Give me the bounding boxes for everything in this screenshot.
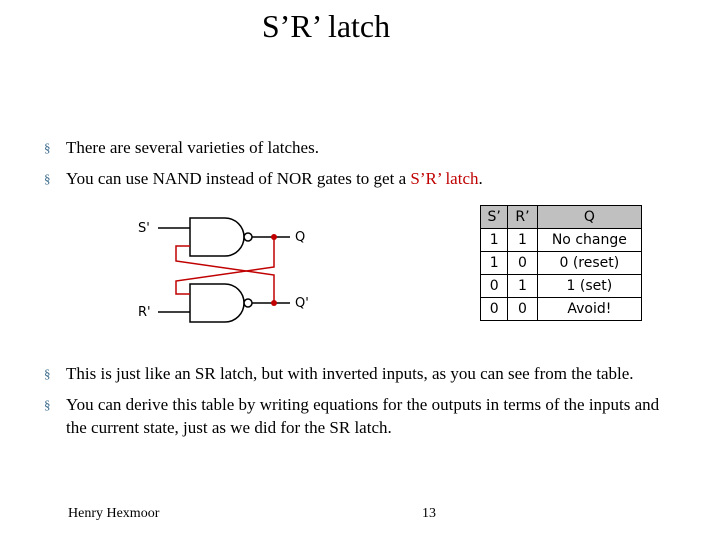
cell-s: 0 bbox=[481, 298, 508, 321]
junction-dot-q bbox=[271, 234, 277, 240]
top-bullet-list bbox=[44, 136, 684, 198]
bullet-marker: § bbox=[44, 171, 51, 186]
bullet-marker: § bbox=[44, 366, 51, 381]
cell-s: 0 bbox=[481, 275, 508, 298]
nand-bubble-top bbox=[244, 233, 252, 241]
nand-gate-top bbox=[190, 218, 244, 256]
header-q: Q bbox=[537, 206, 641, 229]
truth-table bbox=[480, 205, 642, 321]
bullet-item-nand bbox=[44, 167, 684, 190]
table-row bbox=[481, 252, 642, 275]
input-label-s: S' bbox=[138, 221, 150, 236]
bullet-marker: § bbox=[44, 140, 51, 155]
bullet-item-inverted bbox=[44, 362, 684, 385]
table-row bbox=[481, 229, 642, 252]
bullet-item-varieties bbox=[44, 136, 684, 159]
bullet-marker: § bbox=[44, 397, 51, 412]
bullet-text-end: . bbox=[478, 169, 483, 188]
footer-page-number: 13 bbox=[422, 506, 436, 521]
truth-table-header bbox=[481, 206, 642, 229]
cell-q: No change bbox=[537, 229, 641, 252]
output-label-q: Q bbox=[295, 230, 306, 245]
table-row bbox=[481, 275, 642, 298]
slide-title: S’R’ latch bbox=[261, 8, 391, 44]
footer-author: Henry Hexmoor bbox=[68, 506, 160, 521]
cell-q: 0 (reset) bbox=[537, 252, 641, 275]
junction-dot-qbar bbox=[271, 300, 277, 306]
nand-bubble-bottom bbox=[244, 299, 252, 307]
input-label-r: R' bbox=[138, 305, 151, 320]
cell-s: 1 bbox=[481, 252, 508, 275]
cell-q: Avoid! bbox=[537, 298, 641, 321]
bullet-text: You can derive this table by writing equations for the outputs in terms of the inputs and the current state, just as we did for the SR latch. bbox=[66, 395, 660, 437]
bullet-text: There are several varieties of latches. bbox=[66, 138, 319, 157]
cell-r: 1 bbox=[508, 229, 537, 252]
table-row bbox=[481, 298, 642, 321]
cell-q: 1 (set) bbox=[537, 275, 641, 298]
bullet-text: This is just like an SR latch, but with inverted inputs, as you can see from the table. bbox=[66, 364, 634, 383]
cell-r: 0 bbox=[508, 252, 537, 275]
nand-gate-bottom bbox=[190, 284, 244, 322]
bullet-text: You can use NAND instead of NOR gates to get a bbox=[66, 169, 411, 188]
highlight-term: S’R’ latch bbox=[410, 169, 479, 188]
cell-r: 0 bbox=[508, 298, 537, 321]
bottom-bullet-list bbox=[44, 362, 684, 447]
header-r: R’ bbox=[508, 206, 537, 229]
output-label-qbar: Q' bbox=[295, 296, 309, 311]
cell-s: 1 bbox=[481, 229, 508, 252]
bullet-item-derive bbox=[44, 393, 684, 439]
cell-r: 1 bbox=[508, 275, 537, 298]
nand-latch-diagram bbox=[130, 205, 330, 325]
header-s: S’ bbox=[481, 206, 508, 229]
